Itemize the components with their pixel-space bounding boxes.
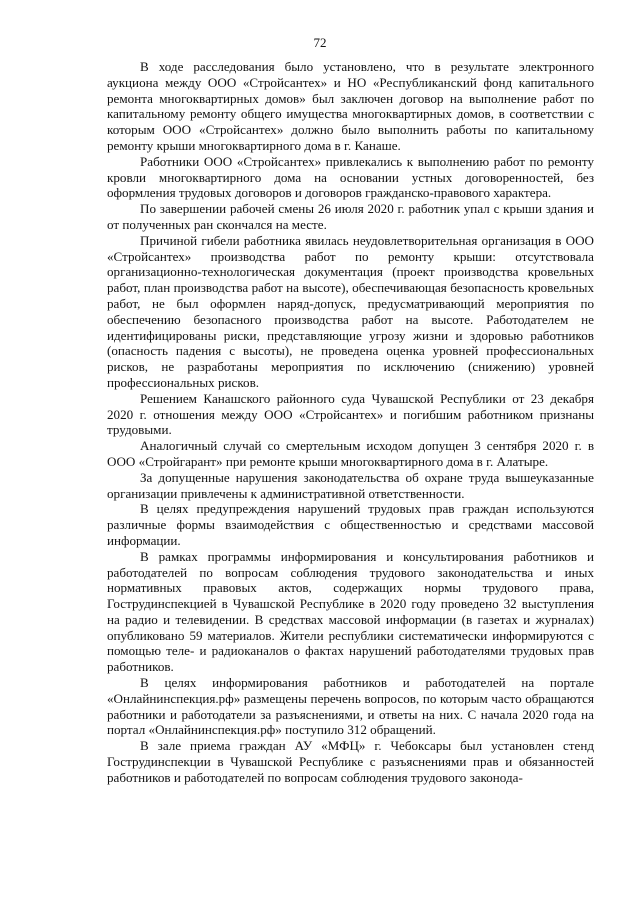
paragraph-workers-engagement: Работники ООО «Стройсантех» привлекались к выполнению работ по ремонту кровли многоквартирного дома на основании устных договоренностей, без оформления трудовых договоров и договоров гражданско-правового характера. bbox=[107, 153, 594, 201]
paragraph-administrative-liability: За допущенные нарушения законодательства об охране труда вышеуказанные организации привлечены к административной ответственности. bbox=[107, 469, 594, 501]
paragraph-investigation: В ходе расследования было установлено, что в результате электронного аукциона между ООО «Стройсантех» и НО «Республиканский фонд капитального ремонта многоквартирных домов» был заключен договор на выполнение работ по капитальному ремонту общего имущества многоквартирных домов, в соответствии с которым ООО «Стройсантех» должно было выполнить работы по капитальному ремонту крыши многоквартирного дома в г. Канаше. bbox=[107, 59, 594, 153]
paragraph-court-decision: Решением Канашского районного суда Чувашской Республики от 23 декабря 2020 г. отношения между ООО «Стройсантех» и погибшим работником признаны трудовыми. bbox=[107, 390, 594, 438]
paragraph-cause-of-death: Причиной гибели работника явилась неудовлетворительная организация в ООО «Стройсантех» производства работ по ремонту крыши: отсутствовала организационно-технологическая документация (проект производства кровельных работ, план производства работ на высоте), обеспечивающая безопасность кровельных работ, не был оформлен наряд-допуск, предусматривающий мероприятия по обеспечению безопасного производства работ на высоте. Работодателем не идентифицированы риски, представляющие угрозу жизни и здоровью работников (опасность падения с высоты), не проведена оценка уровней профессиональных рисков, не разработаны мероприятия по исключению (снижению) уровней профессиональных рисков. bbox=[107, 232, 594, 390]
paragraph-information-program: В рамках программы информирования и консультирования работников и работодателей по вопросам соблюдения трудового законодательства и иных нормативных правовых актов, содержащих нормы трудового права, Гострудинспекцией в Чувашской Республике в 2020 году проведено 32 выступления на радио и телевидении. В средствах массовой информации (в газетах и журналах) опубликовано 59 материалов. Жители республики систематически информируются с помощью теле- и радиоканалов о фактах нарушений работодателями трудовых прав работников. bbox=[107, 548, 594, 675]
page-number: 72 bbox=[313, 35, 327, 50]
paragraph-similar-case: Аналогичный случай со смертельным исходом допущен 3 сентября 2020 г. в ООО «Стройгарант» при ремонте крыши многоквартирного дома в г. Алатыре. bbox=[107, 438, 594, 469]
page-body bbox=[107, 59, 594, 786]
paragraph-mfc-stand: В зале приема граждан АУ «МФЦ» г. Чебоксары был установлен стенд Гострудинспекции в Чувашской Республике с разъяснениями прав и обязанностей работников и работодателей по вопросам соблюдения трудового законода- bbox=[107, 738, 594, 785]
paragraph-fatal-fall: По завершении рабочей смены 26 июля 2020 г. работник упал с крыши здания и от полученных ран скончался на месте. bbox=[107, 201, 594, 232]
paragraph-online-portal: В целях информирования работников и работодателей на портале «Онлайнинспекция.рф» размещены перечень вопросов, по которым часто обращаются работники и работодатели за разъяснениями, и ответы на них. С начала 2020 года на портал «Онлайнинспекция.рф» поступило 312 обращений. bbox=[107, 675, 594, 738]
paragraph-prevention: В целях предупреждения нарушений трудовых прав граждан используются различные формы взаимодействия с общественностью и средствами массовой информации. bbox=[107, 501, 594, 548]
